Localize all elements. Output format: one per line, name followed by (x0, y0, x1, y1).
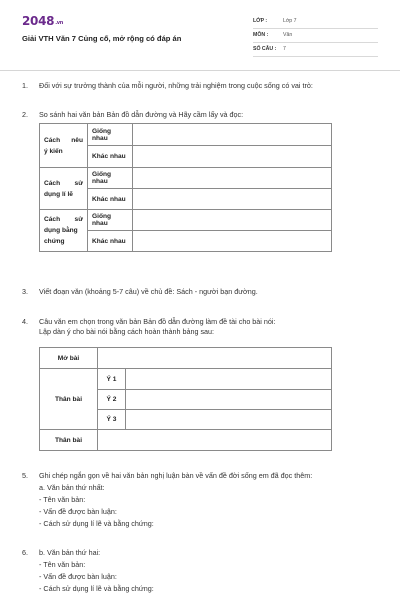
question-number: 1. (22, 81, 28, 90)
q5-line: - Cách sử dụng lí lẽ và bằng chứng: (39, 519, 154, 528)
idea-label: Ý 3 (98, 410, 126, 430)
q5-line: a. Văn bản thứ nhất: (39, 483, 105, 492)
q5-line: - Tên văn bản: (39, 495, 86, 504)
idea-label: Ý 2 (98, 390, 126, 410)
comparison-table (39, 123, 332, 252)
question-text: Viết đoạn văn (khoảng 5-7 câu) về chủ đề: Sách - người bạn đường. (39, 287, 258, 296)
meta-label: LỚP : (253, 18, 268, 24)
header-divider (0, 70, 400, 71)
answer-cell[interactable] (133, 210, 332, 231)
q6-line: - Tên văn bản: (39, 560, 86, 569)
meta-value: Lớp 7 (283, 18, 297, 24)
body-label: Thân bài (40, 369, 98, 430)
body-label: Thân bài (40, 430, 98, 451)
question-number: 5. (22, 471, 28, 480)
answer-cell[interactable] (133, 168, 332, 189)
diff-label: Khác nhau (88, 146, 133, 168)
question-text: Ghi chép ngắn gọn về hai văn bản nghị luận bàn về vấn đề đời sống em đã đọc thêm: (39, 471, 313, 480)
question-number: 4. (22, 317, 28, 326)
answer-cell[interactable] (98, 348, 332, 369)
question-text: Câu văn em chọn trong văn bản Bản đồ dẫn đường làm đề tài cho bài nói: (39, 317, 276, 326)
logo-suffix: .vn (55, 20, 64, 26)
meta-row-count (253, 44, 378, 57)
question-text: Đối với sự trưởng thành của mỗi người, những trải nghiệm trong cuộc sống có vai trò: (39, 81, 313, 90)
q6-line: - Vấn đề được bàn luận: (39, 572, 117, 581)
question-text: So sánh hai văn bản Bản đồ dẫn đường và Hãy cầm lấy và đọc: (39, 110, 244, 119)
site-logo[interactable] (22, 14, 63, 28)
criteria-cell: Cách sử dụng lí lẽ (40, 168, 88, 210)
answer-cell[interactable] (133, 189, 332, 210)
answer-cell[interactable] (98, 430, 332, 451)
question-subtext: Lập dàn ý cho bài nói bằng cách hoàn thành bảng sau: (39, 327, 215, 336)
meta-row-subject (253, 30, 378, 43)
answer-cell[interactable] (133, 231, 332, 252)
diff-label: Khác nhau (88, 189, 133, 210)
same-label: Giống nhau (88, 168, 133, 189)
question-number: 2. (22, 110, 28, 119)
intro-label: Mở bài (40, 348, 98, 369)
meta-value: 7 (283, 46, 286, 52)
q6-line: - Cách sử dụng lí lẽ và bằng chứng: (39, 584, 154, 593)
answer-cell[interactable] (126, 390, 332, 410)
diff-label: Khác nhau (88, 231, 133, 252)
question-number: 6. (22, 548, 28, 557)
same-label: Giống nhau (88, 124, 133, 146)
page-header (0, 0, 400, 70)
meta-row-class (253, 16, 378, 29)
logo-text: 2048 (22, 14, 55, 28)
question-number: 3. (22, 287, 28, 296)
criteria-cell: Cách nêu ý kiến (40, 124, 88, 168)
answer-cell[interactable] (133, 146, 332, 168)
q6-lines (39, 559, 154, 595)
answer-cell[interactable] (133, 124, 332, 146)
idea-label: Ý 1 (98, 369, 126, 390)
answer-cell[interactable] (126, 410, 332, 430)
meta-label: MÔN : (253, 32, 269, 38)
q5-lines (39, 482, 154, 530)
outline-table (39, 347, 332, 451)
meta-value: Văn (283, 32, 293, 38)
criteria-cell: Cách sử dụng bằng chứng (40, 210, 88, 252)
same-label: Giống nhau (88, 210, 133, 231)
q5-line: - Vấn đề được bàn luận: (39, 507, 117, 516)
document-title: Giải VTH Văn 7 Củng cố, mở rộng có đáp án (22, 34, 182, 43)
answer-cell[interactable] (126, 369, 332, 390)
question-text: b. Văn bản thứ hai: (39, 548, 101, 557)
meta-label: SỐ CÂU : (253, 46, 277, 52)
